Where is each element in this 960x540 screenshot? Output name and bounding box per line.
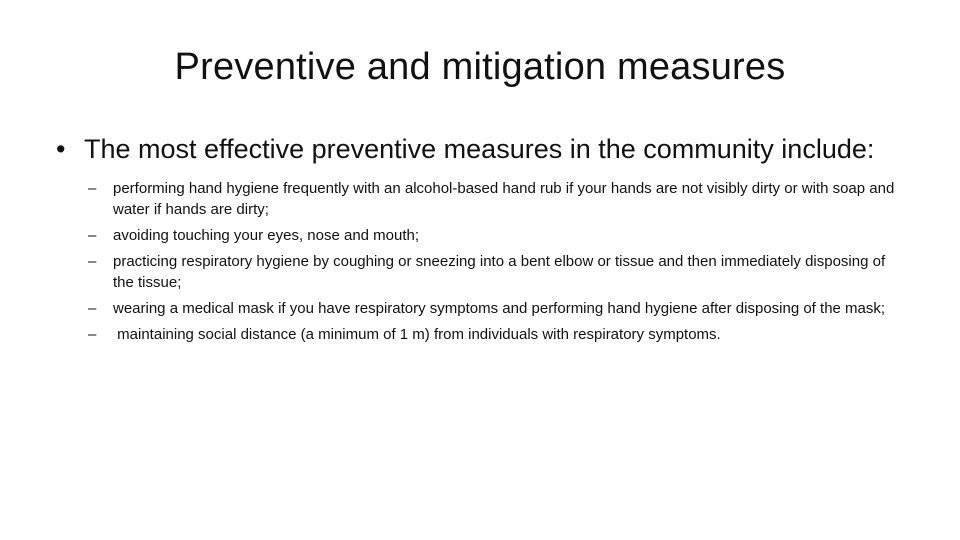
slide-body bbox=[56, 132, 916, 350]
main-bullet bbox=[56, 132, 916, 166]
sub-bullet-text: performing hand hygiene frequently with an alcohol-based hand rub if your hands are not visibly dirty or with soap and water if hands are dirty; bbox=[113, 180, 895, 218]
sub-bullet-item bbox=[56, 225, 903, 246]
main-bullet-text: The most effective preventive measures in the community include: bbox=[84, 134, 875, 164]
sub-bullet-text: wearing a medical mask if you have respiratory symptoms and performing hand hygiene after disposing of the mask; bbox=[113, 300, 886, 317]
bullet-marker: • bbox=[56, 134, 66, 164]
sub-bullet-item bbox=[56, 251, 903, 293]
dash-marker: – bbox=[88, 180, 97, 197]
dash-marker: – bbox=[88, 227, 97, 244]
sub-bullet-item bbox=[56, 324, 903, 345]
slide-title: Preventive and mitigation measures bbox=[174, 46, 786, 88]
sub-bullet-text: avoiding touching your eyes, nose and mouth; bbox=[113, 227, 420, 244]
sub-bullet-item bbox=[56, 178, 903, 220]
sub-bullet-text: maintaining social distance (a minimum of 1 m) from individuals with respiratory symptoms. bbox=[113, 326, 721, 343]
dash-marker: – bbox=[88, 300, 97, 317]
sub-bullet-item bbox=[56, 298, 903, 319]
sub-bullet-text: practicing respiratory hygiene by coughing or sneezing into a bent elbow or tissue and then immediately disposing of the tissue; bbox=[113, 253, 886, 291]
dash-marker: – bbox=[88, 253, 97, 270]
dash-marker: – bbox=[88, 326, 97, 343]
sub-bullet-list bbox=[56, 178, 916, 345]
